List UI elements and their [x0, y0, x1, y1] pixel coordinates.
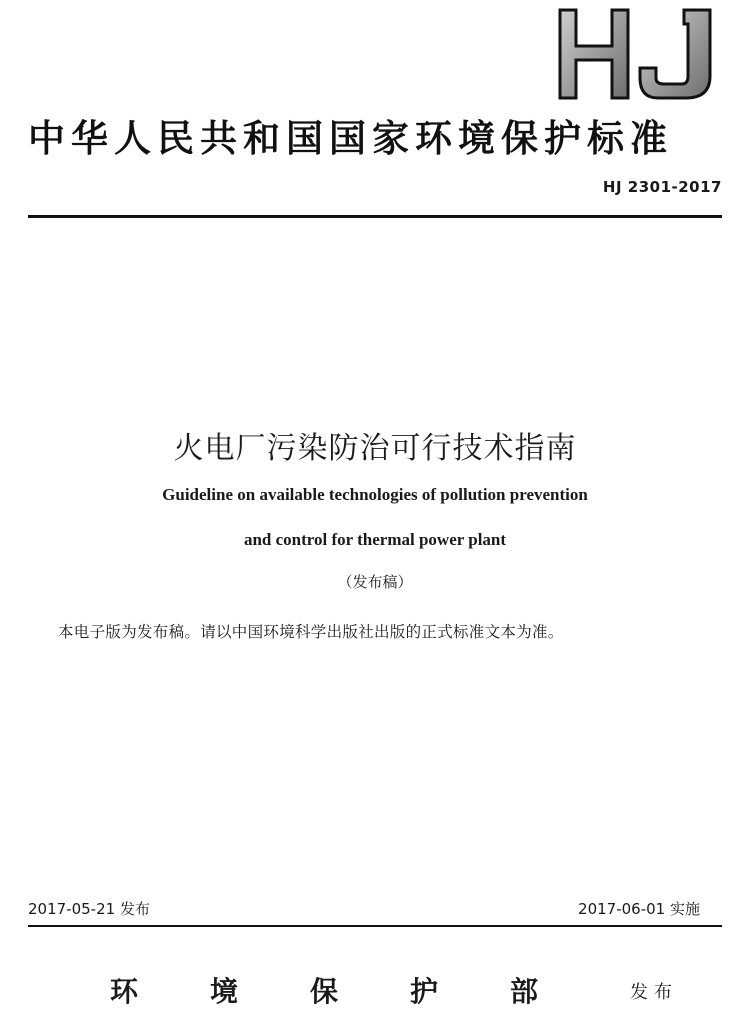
publisher-name: 环境保护部: [110, 975, 611, 1008]
standard-body-title: 中华人民共和国国家环境保护标准: [28, 117, 673, 160]
document-title-cn: 火电厂污染防治可行技术指南: [173, 431, 577, 466]
standard-code: HJ 2301-2017: [602, 178, 722, 196]
hj-logo: [554, 6, 722, 102]
edition-notice: 本电子版为发布稿。请以中国环境科学出版社出版的正式标准文本为准。: [58, 623, 564, 641]
publish-word: 发布: [630, 982, 678, 1003]
issue-date: 2017-05-21 发布: [28, 900, 150, 918]
document-title-en-line1: Guideline on available technologies of pollution prevention: [162, 485, 588, 504]
document-title-en-line2: and control for thermal power plant: [243, 530, 507, 549]
effective-date: 2017-06-01 实施: [578, 900, 700, 918]
draft-label: （发布稿）: [337, 573, 413, 591]
header-divider: [28, 215, 722, 218]
footer-divider: [28, 925, 722, 927]
